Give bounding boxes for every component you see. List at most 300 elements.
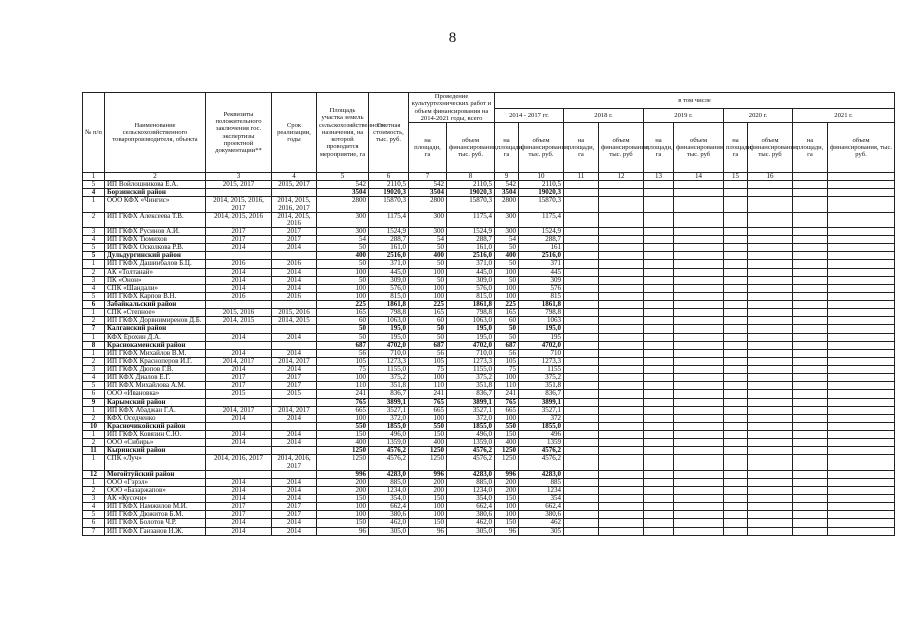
row-term <box>272 325 317 333</box>
empty-cell <box>674 390 724 398</box>
row-cost: 3527,1 <box>369 406 409 414</box>
row-number: 2 <box>83 268 105 276</box>
empty-cell <box>644 414 674 422</box>
table-row <box>83 527 895 535</box>
row-area: 165 <box>317 309 369 317</box>
row-number: 8 <box>83 341 105 349</box>
empty-cell <box>644 341 674 349</box>
row-requisites: 2014 <box>206 478 272 486</box>
empty-cell <box>644 236 674 244</box>
empty-cell <box>564 244 599 252</box>
empty-cell <box>724 398 748 406</box>
row-cost: 195,0 <box>369 325 409 333</box>
empty-cell <box>828 503 895 511</box>
empty-cell <box>828 276 895 284</box>
empty-cell <box>564 503 599 511</box>
empty-cell <box>564 511 599 519</box>
row-area: 110 <box>317 382 369 390</box>
empty-cell <box>793 495 828 503</box>
empty-cell <box>748 519 793 527</box>
row-cost: 195,0 <box>369 333 409 341</box>
row-works-area: 100 <box>409 414 447 422</box>
row-term: 2017 <box>272 227 317 235</box>
row-p1-fin: 2110,5 <box>519 181 564 189</box>
row-p1-area: 60 <box>495 317 519 325</box>
row-number: 5 <box>83 382 105 390</box>
empty-cell <box>644 470 674 478</box>
empty-cell <box>564 212 599 227</box>
row-area: 60 <box>317 317 369 325</box>
row-requisites: 2014 <box>206 349 272 357</box>
empty-cell <box>724 414 748 422</box>
empty-cell <box>724 252 748 260</box>
row-requisites: 2015, 2016 <box>206 309 272 317</box>
empty-cell <box>564 398 599 406</box>
row-term: 2014, 2016, 2017 <box>272 455 317 470</box>
row-term: 2017 <box>272 374 317 382</box>
row-requisites: 2014, 2017 <box>206 357 272 365</box>
empty-cell <box>564 431 599 439</box>
row-p1-fin: 19020,3 <box>519 189 564 197</box>
row-number: 2 <box>83 486 105 494</box>
row-works-fin: 1524,9 <box>447 227 495 235</box>
row-term: 2017 <box>272 511 317 519</box>
empty-cell <box>793 252 828 260</box>
row-cost: 462,0 <box>369 519 409 527</box>
col-number: 2 <box>105 173 206 181</box>
row-requisites: 2017 <box>206 374 272 382</box>
empty-cell <box>828 406 895 414</box>
row-requisites: 2014 <box>206 439 272 447</box>
row-area: 50 <box>317 333 369 341</box>
row-works-area: 400 <box>409 252 447 260</box>
row-area: 2800 <box>317 197 369 212</box>
empty-cell <box>644 406 674 414</box>
empty-cell <box>828 511 895 519</box>
empty-cell <box>599 486 644 494</box>
empty-cell <box>748 181 793 189</box>
row-cost: 4576,2 <box>369 455 409 470</box>
empty-cell <box>644 317 674 325</box>
row-works-fin: 161,0 <box>447 244 495 252</box>
row-p1-area: 56 <box>495 349 519 357</box>
row-number: 3 <box>83 495 105 503</box>
col-number: 14 <box>674 173 724 181</box>
row-p1-area: 100 <box>495 414 519 422</box>
row-number: 2 <box>83 357 105 365</box>
row-p1-area: 1250 <box>495 447 519 455</box>
empty-cell <box>828 374 895 382</box>
row-works-fin: 1855,0 <box>447 422 495 430</box>
empty-cell <box>793 478 828 486</box>
row-p1-fin: 3899,1 <box>519 398 564 406</box>
row-term: 2014 <box>272 527 317 535</box>
row-name: ИП КФХ Абаджан Г.А. <box>105 406 206 414</box>
empty-cell <box>599 495 644 503</box>
empty-cell <box>828 398 895 406</box>
empty-cell <box>564 284 599 292</box>
empty-cell <box>724 181 748 189</box>
empty-cell <box>748 197 793 212</box>
header-cost: Сметная стоимость, тыс. руб. <box>369 93 409 173</box>
empty-cell <box>828 227 895 235</box>
empty-cell <box>564 309 599 317</box>
row-p1-area: 110 <box>495 382 519 390</box>
empty-cell <box>564 382 599 390</box>
row-area: 3504 <box>317 189 369 197</box>
row-works-area: 75 <box>409 366 447 374</box>
row-requisites <box>206 398 272 406</box>
row-works-fin: 2516,0 <box>447 252 495 260</box>
empty-cell <box>674 431 724 439</box>
empty-cell <box>644 519 674 527</box>
empty-cell <box>828 325 895 333</box>
row-cost: 798,8 <box>369 309 409 317</box>
row-p1-area: 996 <box>495 470 519 478</box>
empty-cell <box>793 366 828 374</box>
table-row <box>83 333 895 341</box>
empty-cell <box>564 181 599 189</box>
header-requisites: Реквизиты положительного заключения гос. экспертизы проектной документации** <box>206 93 272 173</box>
empty-cell <box>793 455 828 470</box>
row-term: 2014 <box>272 439 317 447</box>
row-p1-fin: 662,4 <box>519 503 564 511</box>
row-p1-fin: 4576,2 <box>519 447 564 455</box>
empty-cell <box>793 260 828 268</box>
empty-cell <box>644 309 674 317</box>
row-p1-area: 50 <box>495 260 519 268</box>
empty-cell <box>644 431 674 439</box>
empty-cell <box>644 455 674 470</box>
row-name: ИП ГКФХ Красноперов И.Г. <box>105 357 206 365</box>
empty-cell <box>599 511 644 519</box>
row-name: ИП ГКФХ Михайлов В.М. <box>105 349 206 357</box>
row-p1-fin: 815 <box>519 292 564 300</box>
empty-cell <box>674 374 724 382</box>
row-name: ООО «Сибирь» <box>105 439 206 447</box>
row-number: 11 <box>83 447 105 455</box>
empty-cell <box>674 366 724 374</box>
row-works-area: 996 <box>409 470 447 478</box>
row-works-fin: 288,7 <box>447 236 495 244</box>
empty-cell <box>674 212 724 227</box>
empty-cell <box>564 374 599 382</box>
row-cost: 19020,3 <box>369 189 409 197</box>
empty-cell <box>599 333 644 341</box>
empty-cell <box>748 244 793 252</box>
row-cost: 1175,4 <box>369 212 409 227</box>
table-body <box>83 173 895 536</box>
empty-cell <box>828 422 895 430</box>
row-requisites: 2016 <box>206 292 272 300</box>
row-p1-area: 150 <box>495 495 519 503</box>
empty-cell <box>748 236 793 244</box>
row-term: 2015 <box>272 390 317 398</box>
empty-cell <box>828 260 895 268</box>
row-name: Красночикойский район <box>105 422 206 430</box>
empty-cell <box>748 189 793 197</box>
row-works-area: 241 <box>409 390 447 398</box>
row-p1-fin: 1524,9 <box>519 227 564 235</box>
row-number: 4 <box>83 503 105 511</box>
row-area: 996 <box>317 470 369 478</box>
row-area: 100 <box>317 503 369 511</box>
row-works-fin: 662,4 <box>447 503 495 511</box>
row-works-fin: 1155,0 <box>447 366 495 374</box>
row-requisites: 2014 <box>206 333 272 341</box>
empty-cell <box>674 357 724 365</box>
empty-cell <box>564 447 599 455</box>
empty-cell <box>674 325 724 333</box>
empty-cell <box>828 181 895 189</box>
empty-cell <box>748 478 793 486</box>
row-p1-fin: 351,8 <box>519 382 564 390</box>
row-works-area: 50 <box>409 244 447 252</box>
row-p1-area: 105 <box>495 357 519 365</box>
row-works-area: 200 <box>409 478 447 486</box>
row-works-fin: 4283,0 <box>447 470 495 478</box>
header-p5-fin: объем финансирования, тыс. руб. <box>828 123 895 173</box>
row-works-area: 96 <box>409 527 447 535</box>
row-p1-fin: 836,7 <box>519 390 564 398</box>
empty-cell <box>674 447 724 455</box>
empty-cell <box>564 292 599 300</box>
empty-cell <box>748 431 793 439</box>
empty-cell <box>674 284 724 292</box>
row-works-area: 100 <box>409 268 447 276</box>
empty-cell <box>564 366 599 374</box>
row-p1-area: 241 <box>495 390 519 398</box>
row-works-fin: 1861,8 <box>447 301 495 309</box>
empty-cell <box>793 357 828 365</box>
empty-cell <box>564 439 599 447</box>
empty-cell <box>674 486 724 494</box>
empty-cell <box>674 349 724 357</box>
row-p1-area: 100 <box>495 511 519 519</box>
row-p1-area: 96 <box>495 527 519 535</box>
row-name: КФХ Оседченко <box>105 414 206 422</box>
empty-cell <box>748 260 793 268</box>
row-cost: 2110,5 <box>369 181 409 189</box>
empty-cell <box>724 301 748 309</box>
col-number: 1 <box>83 173 105 181</box>
row-works-fin: 3899,1 <box>447 398 495 406</box>
empty-cell <box>748 374 793 382</box>
row-p1-area: 100 <box>495 268 519 276</box>
row-cost: 1273,3 <box>369 357 409 365</box>
row-p1-fin: 4702,0 <box>519 341 564 349</box>
row-p1-fin: 1359 <box>519 439 564 447</box>
row-p1-fin: 885 <box>519 478 564 486</box>
row-p1-area: 75 <box>495 366 519 374</box>
empty-cell <box>793 486 828 494</box>
empty-cell <box>793 374 828 382</box>
empty-cell <box>793 349 828 357</box>
empty-cell <box>748 503 793 511</box>
row-works-fin: 1234,0 <box>447 486 495 494</box>
empty-cell <box>599 292 644 300</box>
empty-cell <box>644 284 674 292</box>
empty-cell <box>724 212 748 227</box>
empty-cell <box>674 292 724 300</box>
row-p1-area: 150 <box>495 519 519 527</box>
row-area: 150 <box>317 495 369 503</box>
row-name: АК «Кусочи» <box>105 495 206 503</box>
row-cost: 1855,0 <box>369 422 409 430</box>
row-cost: 1155,0 <box>369 366 409 374</box>
col-number: 7 <box>409 173 447 181</box>
row-name: Карымский район <box>105 398 206 406</box>
row-works-area: 56 <box>409 349 447 357</box>
row-p1-fin: 1234 <box>519 486 564 494</box>
row-works-area: 150 <box>409 519 447 527</box>
row-works-fin: 1273,3 <box>447 357 495 365</box>
empty-cell <box>793 519 828 527</box>
header-period-2020: 2020 г. <box>724 108 793 122</box>
empty-cell <box>793 212 828 227</box>
empty-cell <box>724 431 748 439</box>
row-area: 50 <box>317 260 369 268</box>
row-term: 2014 <box>272 244 317 252</box>
empty-cell <box>828 341 895 349</box>
row-number: 4 <box>83 284 105 292</box>
empty-cell <box>599 503 644 511</box>
row-works-fin: 354,0 <box>447 495 495 503</box>
empty-cell <box>724 447 748 455</box>
row-number: 5 <box>83 511 105 519</box>
empty-cell <box>724 260 748 268</box>
row-name: ИП КФХ Михайлова А.М. <box>105 382 206 390</box>
row-works-fin: 4576,2 <box>447 455 495 470</box>
empty-cell <box>724 189 748 197</box>
empty-cell <box>724 486 748 494</box>
empty-cell <box>793 527 828 535</box>
empty-cell <box>748 439 793 447</box>
row-p1-area: 100 <box>495 284 519 292</box>
col-number: 8 <box>447 173 495 181</box>
row-number: 1 <box>83 478 105 486</box>
empty-cell <box>644 527 674 535</box>
row-p1-fin: 4283,0 <box>519 470 564 478</box>
row-works-area: 165 <box>409 309 447 317</box>
row-cost: 4283,0 <box>369 470 409 478</box>
empty-cell <box>724 268 748 276</box>
row-cost: 4702,0 <box>369 341 409 349</box>
col-number: 10 <box>519 173 564 181</box>
empty-cell <box>564 341 599 349</box>
row-works-fin: 885,0 <box>447 478 495 486</box>
empty-cell <box>724 244 748 252</box>
row-term: 2014, 2015, 2016, 2017 <box>272 197 317 212</box>
row-area: 100 <box>317 292 369 300</box>
empty-cell <box>674 382 724 390</box>
row-p1-fin: 2516,0 <box>519 252 564 260</box>
row-p1-area: 2800 <box>495 197 519 212</box>
row-works-fin: 576,0 <box>447 284 495 292</box>
header-works-fin: объем финансирования, тыс. руб. <box>447 123 495 173</box>
row-requisites: 2014 <box>206 495 272 503</box>
table-row <box>83 212 895 227</box>
row-term: 2014 <box>272 349 317 357</box>
row-works-fin: 15870,3 <box>447 197 495 212</box>
row-p1-area: 300 <box>495 212 519 227</box>
row-term: 2014 <box>272 486 317 494</box>
row-works-fin: 4576,2 <box>447 447 495 455</box>
row-term: 2014, 2017 <box>272 406 317 414</box>
row-p1-fin: 710 <box>519 349 564 357</box>
empty-cell <box>599 252 644 260</box>
row-cost: 836,7 <box>369 390 409 398</box>
row-works-fin: 815,0 <box>447 292 495 300</box>
row-term: 2014 <box>272 268 317 276</box>
empty-cell <box>674 189 724 197</box>
row-p1-fin: 309 <box>519 276 564 284</box>
row-p1-fin: 1861,8 <box>519 301 564 309</box>
empty-cell <box>793 276 828 284</box>
empty-cell <box>644 349 674 357</box>
empty-cell <box>599 325 644 333</box>
row-name: ИП ГКФХ Ганзанов Н.Ж. <box>105 527 206 535</box>
empty-cell <box>674 495 724 503</box>
row-area: 50 <box>317 244 369 252</box>
empty-cell <box>674 470 724 478</box>
row-number: 1 <box>83 431 105 439</box>
row-p1-fin: 354 <box>519 495 564 503</box>
row-area: 1250 <box>317 455 369 470</box>
empty-cell <box>724 390 748 398</box>
row-name: ИП ГКФХ Осколкова Р.В. <box>105 244 206 252</box>
row-name: ИП ГКФХ Тюмихов <box>105 236 206 244</box>
row-cost: 1524,9 <box>369 227 409 235</box>
header-p4-area: на площади, га <box>724 123 748 173</box>
row-requisites <box>206 325 272 333</box>
row-name: АК «Толтанай» <box>105 268 206 276</box>
empty-cell <box>828 439 895 447</box>
row-term: 2017 <box>272 236 317 244</box>
empty-cell <box>564 301 599 309</box>
row-number: 5 <box>83 252 105 260</box>
row-works-area: 100 <box>409 284 447 292</box>
empty-cell <box>724 341 748 349</box>
row-works-area: 150 <box>409 431 447 439</box>
empty-cell <box>748 349 793 357</box>
row-cost: 372,0 <box>369 414 409 422</box>
row-p1-fin: 372 <box>519 414 564 422</box>
row-number: 1 <box>83 406 105 414</box>
row-cost: 1861,8 <box>369 301 409 309</box>
row-works-area: 300 <box>409 212 447 227</box>
empty-cell <box>599 317 644 325</box>
empty-cell <box>599 478 644 486</box>
row-number: 6 <box>83 390 105 398</box>
empty-cell <box>748 301 793 309</box>
empty-cell <box>793 333 828 341</box>
table-row <box>83 268 895 276</box>
row-area: 105 <box>317 357 369 365</box>
empty-cell <box>564 236 599 244</box>
row-number: 1 <box>83 260 105 268</box>
empty-cell <box>564 197 599 212</box>
row-works-fin: 462,0 <box>447 519 495 527</box>
col-number: 11 <box>564 173 599 181</box>
empty-cell <box>724 455 748 470</box>
empty-cell <box>828 292 895 300</box>
row-requisites: 2014, 2015, 2016, 2017 <box>206 197 272 212</box>
row-cost: 1359,0 <box>369 439 409 447</box>
row-name: Дульдургинский район <box>105 252 206 260</box>
row-area: 400 <box>317 439 369 447</box>
row-number: 2 <box>83 414 105 422</box>
